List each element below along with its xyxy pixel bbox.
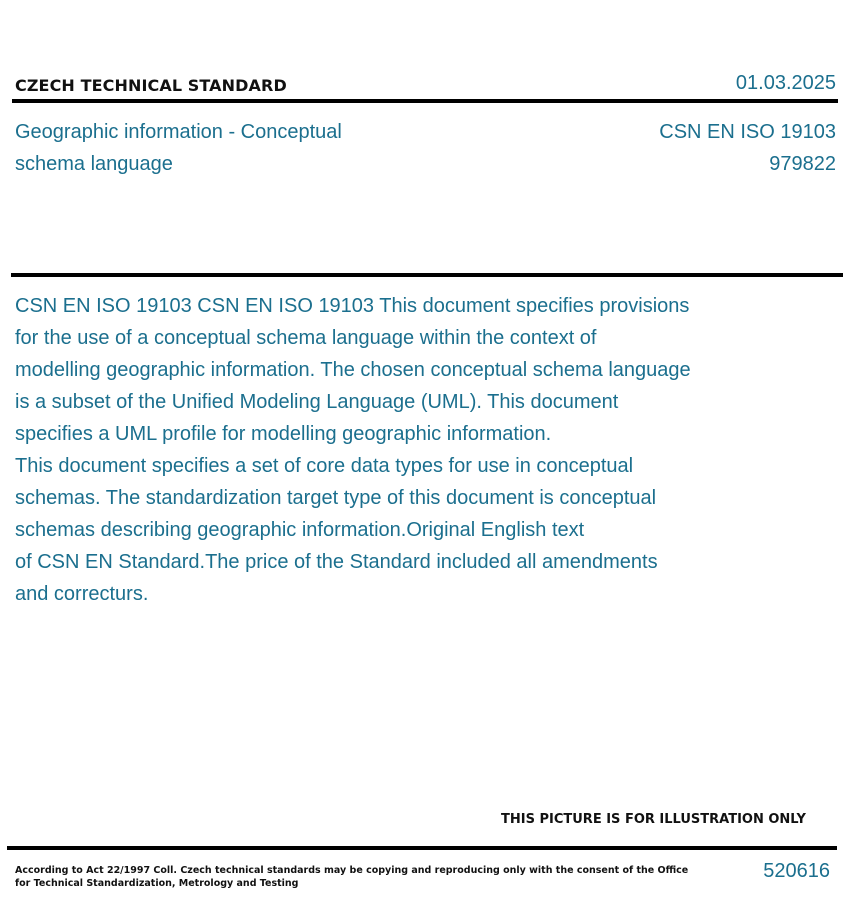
illustration-disclaimer: THIS PICTURE IS FOR ILLUSTRATION ONLY: [501, 812, 806, 827]
description-line: schemas. The standardization target type of this document is conceptual: [15, 487, 657, 509]
description-line: CSN EN ISO 19103 CSN EN ISO 19103 This document specifies provisions: [15, 295, 690, 317]
publication-date: 01.03.2025: [735, 72, 836, 94]
section-divider: [11, 273, 843, 277]
description-line: schemas describing geographic information.Original English text: [15, 519, 585, 541]
legal-notice-line: for Technical Standardization, Metrology and Testing: [15, 878, 299, 889]
footer-number: 520616: [763, 860, 830, 882]
document-title: [15, 116, 395, 180]
description-line: This document specifies a set of core data types for use in conceptual: [15, 455, 634, 477]
document-identifiers: [659, 116, 836, 180]
description-line: for the use of a conceptual schema language within the context of: [15, 327, 597, 349]
description-line: is a subset of the Unified Modeling Language (UML). This document: [15, 391, 619, 413]
document-title-line: Geographic information - Conceptual: [15, 121, 342, 143]
legal-notice-line: According to Act 22/1997 Coll. Czech technical standards may be copying and reproducing only with the consent of the Office: [15, 865, 689, 876]
description-line: specifies a UML profile for modelling geographic information.: [15, 423, 552, 445]
document-title-line: schema language: [15, 153, 173, 175]
standard-code: CSN EN ISO 19103: [659, 121, 836, 143]
header-divider: [12, 99, 838, 103]
description-line: of CSN EN Standard.The price of the Standard included all amendments: [15, 551, 658, 573]
standard-type-label: CZECH TECHNICAL STANDARD: [15, 76, 287, 95]
footer-divider: [7, 846, 837, 850]
document-description: [15, 290, 775, 610]
description-line: and correcturs.: [15, 583, 149, 605]
legal-notice: [15, 864, 688, 890]
catalog-number: 979822: [769, 153, 836, 175]
description-line: modelling geographic information. The chosen conceptual schema language: [15, 359, 691, 381]
